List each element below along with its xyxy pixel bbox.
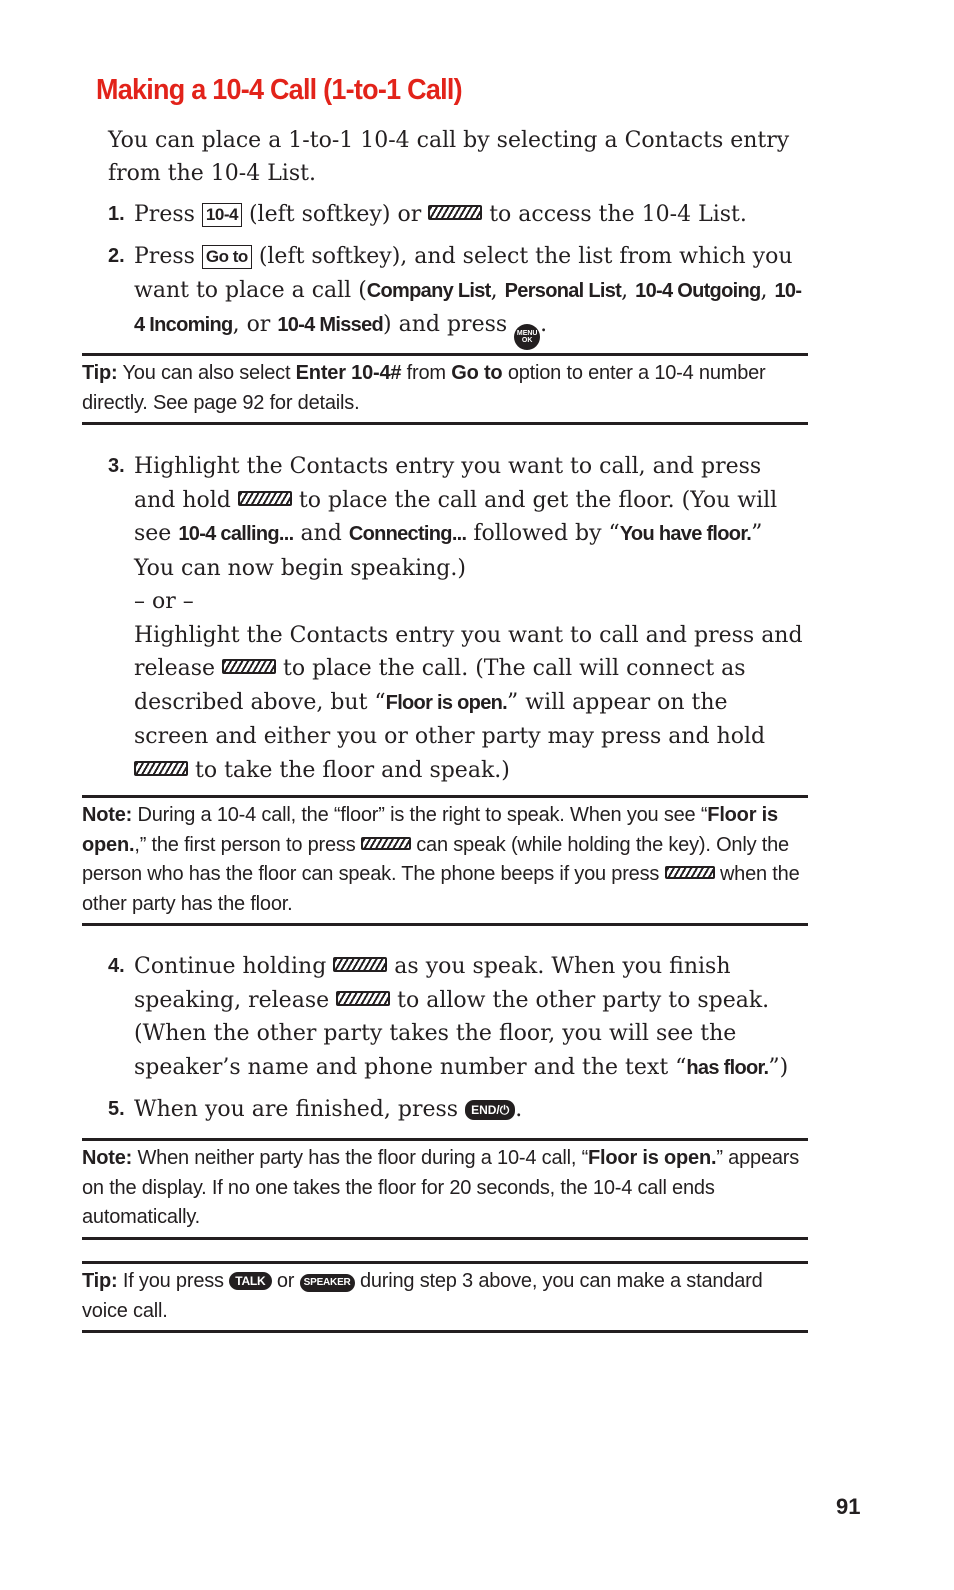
push-to-talk-key-icon [428, 205, 482, 220]
status-10-4-calling: 10-4 calling... [178, 523, 294, 545]
status-floor-is-open: Floor is open. [385, 691, 507, 714]
softkey-go-to-icon: Go to [202, 245, 252, 269]
tip-text: If you press [122, 1270, 224, 1292]
separator: , or [232, 312, 271, 337]
note-text: During a 10-4 call, the “floor” is the right to speak. When you see “ [137, 804, 708, 826]
step-1 [108, 198, 808, 232]
note-text: ,” the first person to press [134, 833, 356, 856]
page-number: 91 [836, 1494, 861, 1519]
step-text: as you speak. When you finish speaking, release [134, 954, 731, 1013]
separator: , [621, 277, 629, 303]
step-text: followed by “ [473, 521, 620, 546]
push-to-talk-key-icon [665, 866, 715, 879]
menu-key-label: MENU [516, 330, 538, 337]
list-option-company: Company List [366, 279, 491, 302]
step-text: ” You can now begin speaking.) [134, 521, 763, 581]
intro-paragraph: You can place a 1-to-1 10-4 call by selecting a Contacts entry from the 10-4 List. [108, 128, 790, 186]
separator: , [760, 277, 768, 303]
tip-text: during step 3 above, you can make a standard voice call. [82, 1270, 763, 1322]
tip-text: or [276, 1270, 295, 1292]
note-text: ” appears on the display. If no one takes the floor for 20 seconds, the 10-4 call ends automatically. [82, 1147, 800, 1228]
status-has-floor: has floor. [686, 1056, 769, 1079]
tip-box-2 [82, 1261, 808, 1333]
step-text: ” will appear on the screen and either you or other party may press and hold [134, 689, 766, 749]
note-label: Note: [82, 1147, 133, 1169]
menu-ok-key-icon [514, 324, 540, 350]
step-text: Press [134, 244, 195, 269]
push-to-talk-key-icon [134, 761, 188, 776]
note-text: When neither party has the floor during a 10-4 call, “ [137, 1147, 589, 1169]
list-option-incoming: 10-4 Incoming [134, 279, 802, 336]
step-number: 5. [108, 1098, 125, 1120]
speaker-key-icon: SPEAKER [300, 1274, 355, 1292]
ok-key-label: OK [521, 337, 533, 344]
step-text: to access the 10-4 List. [489, 202, 747, 227]
tip-text: You can also select [122, 362, 291, 384]
tip-box-1 [82, 353, 808, 425]
softkey-10-4-icon: 10-4 [202, 203, 242, 227]
step-text: to place the call and get the floor. (You will see [134, 487, 778, 546]
status-connecting: Connecting... [348, 523, 467, 545]
push-to-talk-key-icon [336, 991, 390, 1006]
step-text: When you are finished, press [134, 1097, 459, 1122]
note-box-1 [82, 795, 808, 926]
step-number: 3. [108, 455, 125, 477]
separator: , [490, 277, 498, 303]
status-floor-is-open: Floor is open. [82, 804, 778, 856]
push-to-talk-key-icon [333, 957, 387, 972]
period: . [515, 1097, 523, 1122]
note-text: can speak (while holding the key). Only the person who has the floor can speak. The phone beeps if you press [82, 833, 789, 885]
step-2 [108, 240, 808, 350]
tip-label: Tip: [82, 1270, 118, 1292]
tip-label: Tip: [82, 362, 118, 384]
note-label: Note: [82, 804, 133, 826]
push-to-talk-key-icon [238, 491, 292, 506]
step-text: Continue holding [134, 954, 327, 979]
period: . [540, 312, 548, 337]
step-number: 1. [108, 203, 125, 225]
end-key-icon: END/⏻ [465, 1100, 515, 1120]
step-4 [108, 950, 808, 1085]
push-to-talk-key-icon [222, 659, 276, 674]
enter-10-4-option: Enter 10-4# [295, 362, 402, 384]
step-text: to place the call. (The call will connect as described above, but “ [134, 656, 746, 715]
or-divider: – or – [134, 589, 194, 614]
note-text: when the other party has the floor. [82, 863, 800, 915]
tip-text: from [406, 362, 446, 384]
step-text: to take the floor and speak.) [195, 757, 510, 783]
status-floor-is-open: Floor is open. [588, 1147, 717, 1169]
push-to-talk-key-icon [361, 837, 411, 850]
list-option-missed: 10-4 Missed [277, 314, 384, 336]
status-you-have-floor: You have floor. [619, 523, 752, 545]
step-text: (left softkey) or [248, 202, 422, 227]
page-title: Making a 10-4 Call (1-to-1 Call) [96, 74, 462, 106]
step-3 [108, 450, 808, 787]
step-text: Press [134, 202, 195, 227]
step-number: 4. [108, 955, 125, 977]
step-number: 2. [108, 245, 125, 267]
note-box-2 [82, 1138, 808, 1240]
step-text: ) and press [383, 312, 508, 337]
step-text: and [300, 521, 342, 546]
go-to-option: Go to [451, 362, 503, 384]
list-option-personal: Personal List [504, 279, 622, 302]
step-text: Highlight the Contacts entry you want to call and press and release [134, 622, 803, 681]
talk-key-icon: TALK [229, 1272, 271, 1290]
step-text: Highlight the Contacts entry you want to call, and press and hold [134, 454, 762, 513]
step-5 [108, 1093, 808, 1127]
step-text: ”) [768, 1054, 789, 1080]
step-text: (left softkey), and select the list from which you want to place a call ( [134, 244, 793, 303]
step-text: to allow the other party to speak. (When the other party takes the floor, you will see the speaker’s name and phone number and the text “ [134, 987, 770, 1080]
tip-text: option to enter a 10-4 number directly. See page 92 for details. [82, 362, 766, 414]
list-option-outgoing: 10-4 Outgoing [635, 279, 761, 302]
